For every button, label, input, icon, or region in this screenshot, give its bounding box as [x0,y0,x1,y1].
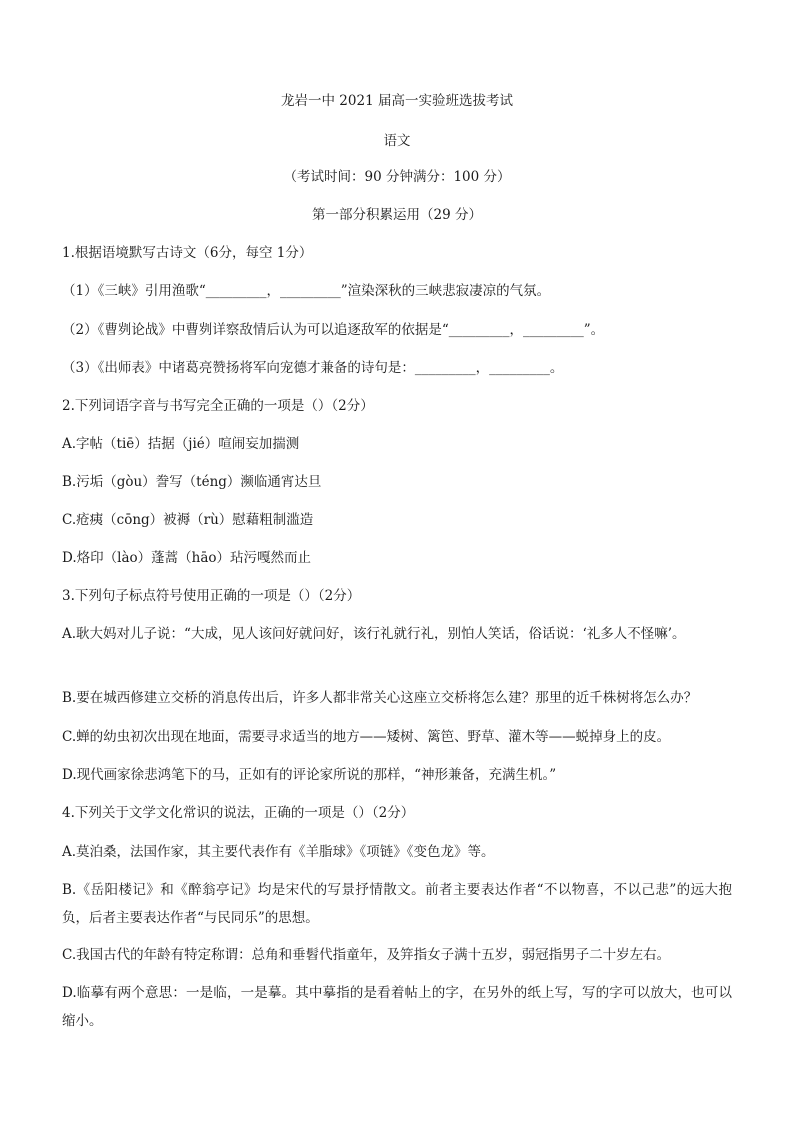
question-2-option-a: A.字帖（tiē）拮据（jié）喧闹妄加揣测 [62,436,300,452]
question-4-option-b: B.《岳阳楼记》和《醉翁亭记》均是宋代的写景抒情散文。前者主要表达作者“不以物喜，不以己悲”的远大抱负，后者主要表达作者“与民同乐”的思想。 [62,882,732,926]
question-3-option-a: A.耿大妈对儿子说：“大成，见人该问好就问好，该行礼就行礼，别怕人笑话，俗话说：‘礼多人不怪嘛’。 [62,626,686,642]
question-2-option-d: D.烙印（lào）蓬蒿（hāo）玷污嘎然而止 [62,550,311,566]
question-1-item-1: （1）《三峡》引用渔歌“_________，_________”渲染深秋的三峡悲寂凄凉的气氛。 [62,283,551,299]
exam-info: （考试时间：90 分钟满分：100 分） [283,169,511,185]
question-2-option-b: B.污垢（gòu）誊写（téng）濒临通宵达旦 [62,474,322,490]
question-1-item-2: （2）《曹刿论战》中曹刿详察敌情后认为可以追逐敌军的依据是“_________，_________”。 [62,322,605,338]
question-4-stem: 4.下列关于文学文化常识的说法，正确的一项是（）（2分） [62,805,415,821]
question-3-option-c: C.蝉的幼虫初次出现在地面，需要寻求适当的地方——矮树、篱笆、野草、灌木等——蜕掉身上的皮。 [62,729,671,745]
question-4-option-c: C.我国古代的年龄有特定称谓：总角和垂髫代指童年，及笄指女子满十五岁，弱冠指男子二十岁左右。 [62,947,671,963]
question-2-option-c: C.疮痍（cōng）被褥（rù）慰藉粗制滥造 [62,512,314,528]
question-4-option-d: D.临摹有两个意思：一是临，一是摹。其中摹指的是看着帖上的字，在另外的纸上写，写的字可以放大，也可以缩小。 [62,985,732,1029]
question-1-item-3: （3）《出师表》中诸葛亮赞扬将军向宠德才兼备的诗句是：_________，_________。 [62,360,564,376]
question-4-option-a: A.莫泊桑，法国作家，其主要代表作有《羊脂球》《项链》《变色龙》等。 [62,844,495,860]
question-3-stem: 3.下列句子标点符号使用正确的一项是（）（2分） [62,588,361,604]
school-exam-title: 龙岩一中 2021 届高一实验班选拔考试 [281,93,513,109]
question-1-stem: 1.根据语境默写古诗文（6分，每空 1分） [62,245,313,261]
subject-title: 语文 [383,133,411,149]
section-title: 第一部分积累运用（29 分） [312,207,482,223]
question-2-stem: 2.下列词语字音与书写完全正确的一项是（）（2分） [62,398,374,414]
question-3-option-d: D.现代画家徐悲鸿笔下的马，正如有的评论家所说的那样，“神形兼备，充满生机。” [62,767,557,783]
question-3-option-b: B.要在城西修建立交桥的消息传出后，许多人都非常关心这座立交桥将怎么建？那里的近千株树将怎么办？ [62,690,698,706]
